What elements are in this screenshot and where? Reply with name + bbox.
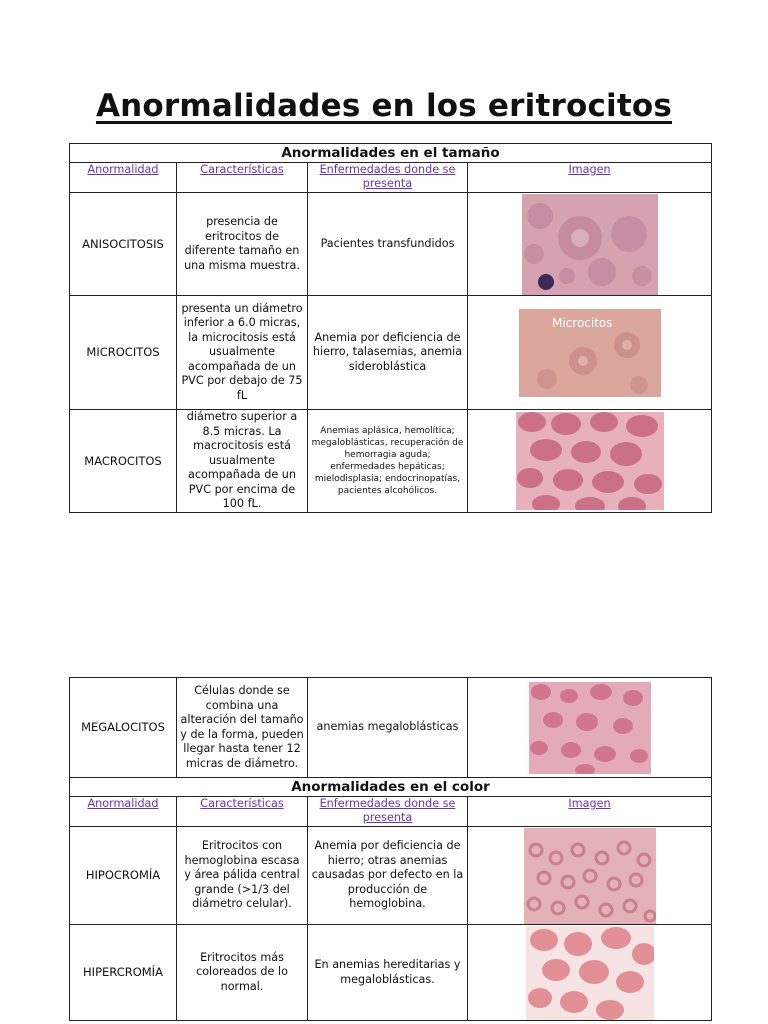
micrograph-image (529, 682, 651, 774)
row-name: HIPOCROMÍA (70, 827, 177, 925)
header-caracteristicas: Características (177, 797, 308, 827)
row-image-cell (468, 827, 712, 925)
table-row (70, 296, 712, 410)
row-image-cell (468, 296, 712, 410)
table-row (70, 678, 712, 778)
row-caracteristicas: Eritrocitos con hemoglobina escasa y área pálida central grande (>1/3 del diámetro celular). (177, 827, 308, 925)
row-enfermedades: Anemias aplásica, hemolítica; megaloblásticas, recuperación de hemorragia aguda; enfermedades hepáticas; mielodisplasia; endocrinopatías, pacientes alcohólicos. (308, 410, 468, 513)
row-name: ANISOCITOSIS (70, 193, 177, 296)
row-name: MICROCITOS (70, 296, 177, 410)
row-name: HIPERCROMÍA (70, 925, 177, 1021)
row-image-cell (468, 678, 712, 778)
header-enfermedades: Enfermedades donde se presenta (308, 163, 468, 193)
row-caracteristicas: Células donde se combina una alteración del tamaño y de la forma, pueden llegar hasta tener 12 micras de diámetro. (177, 678, 308, 778)
page-title: Anormalidades en los eritrocitos (95, 88, 673, 124)
row-enfermedades: anemias megaloblásticas (308, 678, 468, 778)
header-caracteristicas: Características (177, 163, 308, 193)
row-image-cell (468, 193, 712, 296)
row-enfermedades: Anemia por deficiencia de hierro, talasemias, anemia sideroblástica (308, 296, 468, 410)
table-row (70, 827, 712, 925)
row-caracteristicas: presencia de eritrocitos de diferente tamaño en una misma muestra. (177, 193, 308, 296)
table-row (70, 410, 712, 513)
header-enfermedades: Enfermedades donde se presenta (308, 797, 468, 827)
row-caracteristicas: Eritrocitos más coloreados de lo normal. (177, 925, 308, 1021)
header-anormalidad: Anormalidad (70, 163, 177, 193)
color-abnormalities-table (69, 677, 712, 1021)
image-caption: Microcitos (551, 315, 613, 330)
row-name: MEGALOCITOS (70, 678, 177, 778)
row-image-cell (468, 410, 712, 513)
section-title-color: Anormalidades en el color (70, 778, 712, 797)
size-abnormalities-table (69, 143, 712, 513)
row-image-cell (468, 925, 712, 1021)
table-row (70, 193, 712, 296)
row-name: MACROCITOS (70, 410, 177, 513)
row-caracteristicas: diámetro superior a 8.5 micras. La macrocitosis está usualmente acompañada de un PVC por encima de 100 fL. (177, 410, 308, 513)
section-title-size: Anormalidades en el tamaño (70, 144, 712, 163)
table-row (70, 925, 712, 1021)
micrograph-image (522, 194, 658, 295)
row-caracteristicas: presenta un diámetro inferior a 6.0 micras, la microcitosis está usualmente acompañada de un PVC por debajo de 75 fL (177, 296, 308, 410)
header-imagen: Imagen (468, 797, 712, 827)
micrograph-image (526, 926, 654, 1020)
row-enfermedades: Pacientes transfundidos (308, 193, 468, 296)
row-enfermedades: Anemia por deficiencia de hierro; otras anemias causadas por defecto en la producción de hemoglobina. (308, 827, 468, 925)
header-anormalidad: Anormalidad (70, 797, 177, 827)
micrograph-image (524, 828, 656, 924)
header-imagen: Imagen (468, 163, 712, 193)
micrograph-image (516, 412, 664, 510)
row-enfermedades: En anemias hereditarias y megaloblásticas. (308, 925, 468, 1021)
micrograph-image (519, 309, 661, 397)
